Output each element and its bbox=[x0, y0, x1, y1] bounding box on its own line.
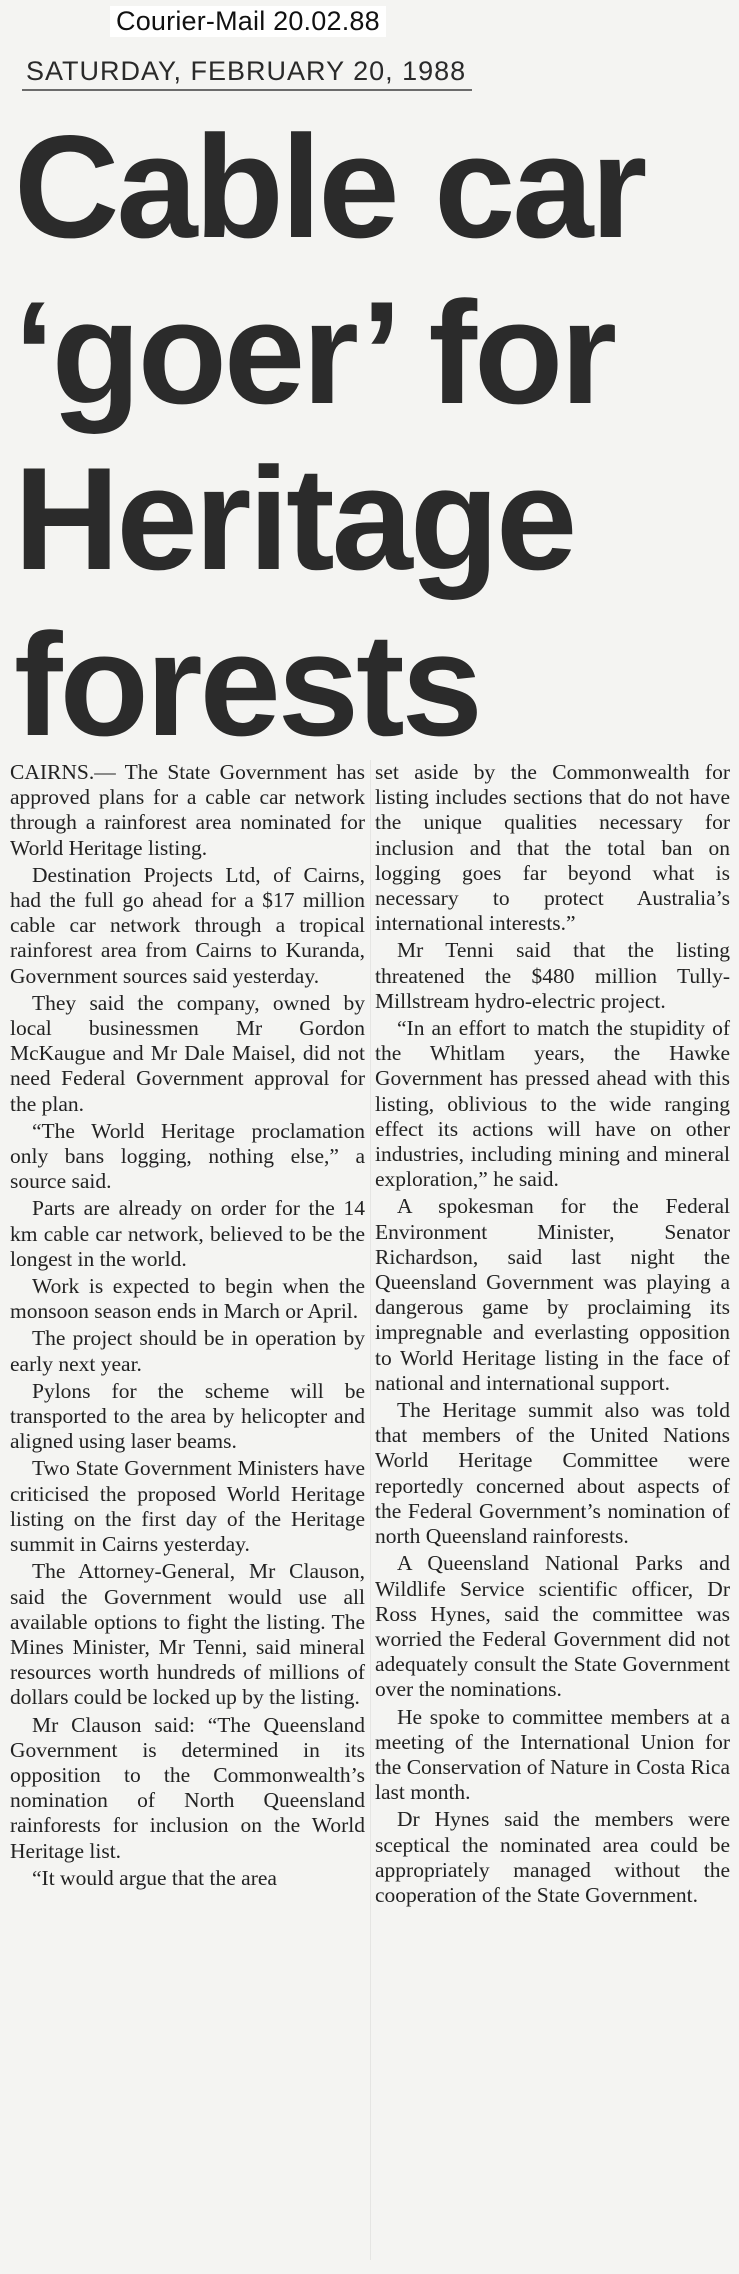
dateline: SATURDAY, FEBRUARY 20, 1988 bbox=[22, 56, 472, 91]
paragraph: Two State Government Ministers have criticised the proposed World Heritage listing on the first day of the Heritage summit in Cairns yesterday. bbox=[10, 1456, 365, 1557]
headline bbox=[14, 104, 729, 768]
right-column bbox=[375, 760, 730, 1910]
left-column bbox=[10, 760, 365, 1893]
paragraph: “In an effort to match the stupidity of the Whitlam years, the Hawke Government has pressed ahead with this listing, oblivious to the wide ranging effect its actions will have on other industries, including mining and mineral exploration,” he said. bbox=[375, 1016, 730, 1192]
article-body bbox=[10, 760, 733, 2268]
clipping-source-label: Courier-Mail 20.02.88 bbox=[110, 6, 386, 37]
paragraph: A spokesman for the Federal Environment Minister, Senator Richardson, said last night the Queensland Government was playing a dangerous game by proclaiming its impregnable and everlasting opposition to World Heritage listing in the face of national and international support. bbox=[375, 1194, 730, 1395]
paragraph: They said the company, owned by local businessmen Mr Gordon McKaugue and Mr Dale Maisel, did not need Federal Government approval for the plan. bbox=[10, 990, 365, 1116]
paragraph: He spoke to committee members at a meeting of the International Union for the Conservation of Nature in Costa Rica last month. bbox=[375, 1704, 730, 1805]
paragraph: CAIRNS.— The State Government has approved plans for a cable car network through a rainforest area nominated for World Heritage listing. bbox=[10, 760, 365, 860]
paragraph: Mr Tenni said that the listing threatened the $480 million Tully-Millstream hydro-electric project. bbox=[375, 938, 730, 1013]
paragraph: The Attorney-General, Mr Clauson, said the Government would use all available options to fight the listing. The Mines Minister, Mr Tenni, said mineral resources worth hundreds of millions of dollars could be locked up by the listing. bbox=[10, 1559, 365, 1710]
paragraph: A Queensland National Parks and Wildlife Service scientific officer, Dr Ross Hynes, said the committee was worried the Federal Government did not adequately consult the State Government over the nominations. bbox=[375, 1551, 730, 1702]
paragraph: set aside by the Commonwealth for listing includes sections that do not have the unique qualities necessary for inclusion and that the total ban on logging goes far beyond what is necessary to protect Australia’s international interests.” bbox=[375, 760, 730, 936]
paragraph: The project should be in operation by early next year. bbox=[10, 1326, 365, 1376]
headline-line: forests bbox=[14, 603, 480, 766]
headline-line: ‘goer’ for bbox=[14, 271, 615, 434]
paragraph: Mr Clauson said: “The Queensland Government is determined in its opposition to the Commonwealth’s nomination of North Queensland rainforests for inclusion on the World Heritage list. bbox=[10, 1712, 365, 1863]
paragraph: Dr Hynes said the members were sceptical the nominated area could be appropriately managed without the cooperation of the State Government. bbox=[375, 1807, 730, 1907]
paragraph: The Heritage summit also was told that members of the United Nations World Heritage Committee were reportedly concerned about aspects of the Federal Government’s nomination of north Queensland rainforests. bbox=[375, 1398, 730, 1549]
paragraph: Pylons for the scheme will be transported to the area by helicopter and aligned using laser beams. bbox=[10, 1378, 365, 1454]
paragraph: Destination Projects Ltd, of Cairns, had the full go ahead for a $17 million cable car network through a tropical rainforest area from Cairns to Kuranda, Government sources said yesterday. bbox=[10, 862, 365, 988]
headline-line: Heritage bbox=[14, 437, 575, 600]
paragraph: Parts are already on order for the 14 km cable car network, believed to be the longest in the world. bbox=[10, 1196, 365, 1271]
column-divider bbox=[370, 760, 371, 2260]
paragraph: “It would argue that the area bbox=[32, 1865, 277, 1890]
paragraph: Work is expected to begin when the monsoon season ends in March or April. bbox=[10, 1274, 365, 1324]
headline-line: Cable car bbox=[14, 105, 645, 268]
paragraph: “The World Heritage proclamation only bans logging, nothing else,” a source said. bbox=[10, 1118, 365, 1194]
